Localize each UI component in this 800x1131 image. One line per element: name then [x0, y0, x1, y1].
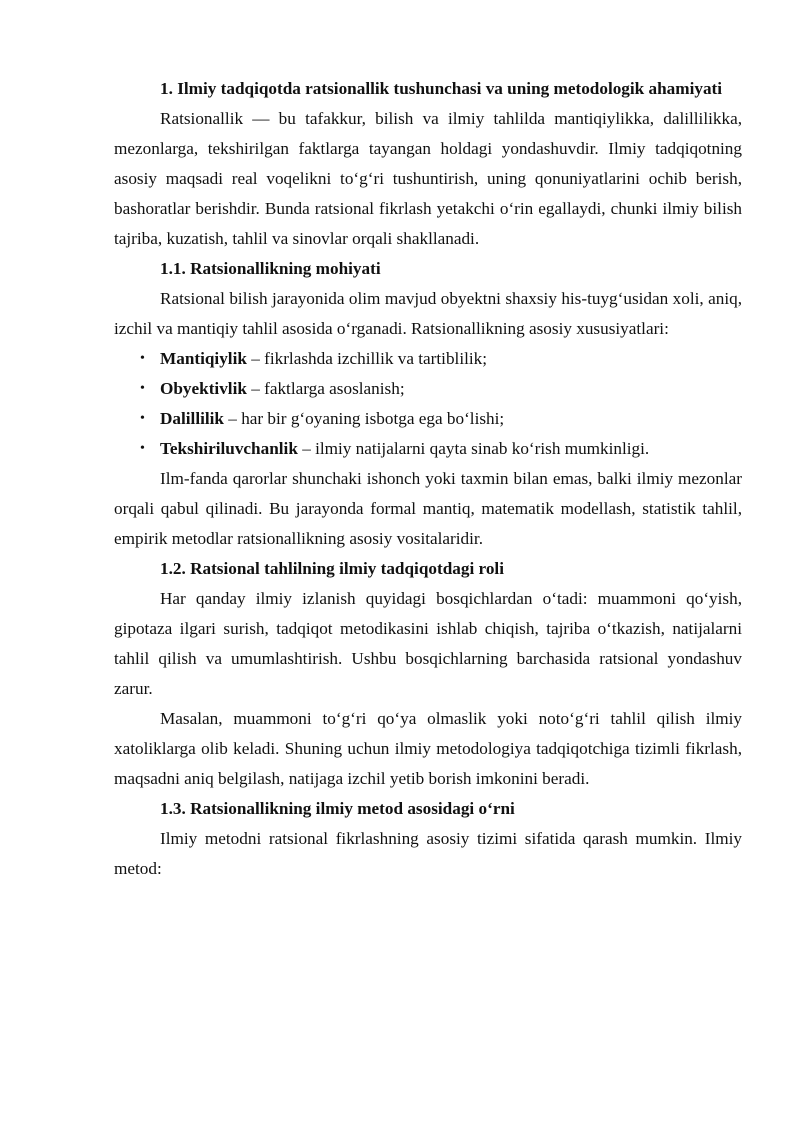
list-item-desc: – faktlarga asoslanish;	[246, 379, 405, 398]
list-item	[114, 344, 742, 374]
section-heading-1-1: 1.1. Ratsionallikning mohiyati	[160, 259, 381, 278]
section-1-3-paragraph: Ilmiy metodni ratsional fikrlashning asosiy tizimi sifatida qarash mumkin. Ilmiy metod:	[114, 829, 742, 878]
list-item	[114, 434, 742, 464]
section-1-1-paragraph: Ratsional bilish jarayonida olim mavjud obyektni shaxsiy his-tuyg‘usidan xoli, aniq, izchil va mantiqiy tahlil asosida o‘rganadi. Ratsionallikning asosiy xususiyatlari:	[114, 289, 742, 338]
list-item-desc: – har bir g‘oyaning isbotga ega bo‘lishi;	[224, 409, 505, 428]
bullet-icon: •	[140, 411, 145, 426]
section-1-2-paragraph-1: Har qanday ilmiy izlanish quyidagi bosqichlardan o‘tadi: muammoni qo‘yish, gipotaza ilgari surish, tadqiqot metodikasini ishlab chiqish, tajriba o‘tkazish, natijalarni tahlil qilish va umumlashtirish. Ushbu bosqichlarning barchasida ratsional yondashuv zarur.	[114, 589, 742, 698]
section-heading-1-2: 1.2. Ratsional tahlilning ilmiy tadqiqotdagi roli	[160, 559, 504, 578]
list-item-desc: – ilmiy natijalarni qayta sinab ko‘rish mumkinligi.	[297, 439, 650, 458]
bullet-icon: •	[140, 381, 145, 396]
list-item-term: Obyektivlik	[160, 379, 247, 398]
bullet-icon: •	[140, 351, 145, 366]
properties-list	[114, 344, 742, 464]
intro-paragraph: Ratsionallik — bu tafakkur, bilish va ilmiy tahlilda mantiqiylikka, dalillilikka, mezonlarga, tekshirilgan faktlarga tayangan holdagi yondashuvdir. Ilmiy tadqiqotning asosiy maqsadi real voqelikni to‘g‘ri tushuntirish, uning qonuniyatlarini ochib berish, bashoratlar berishdir. Bunda ratsional fikrlash yetakchi o‘rin egallaydi, chunki ilmiy bilish tajriba, kuzatish, tahlil va sinovlar orqali shakllanadi.	[114, 109, 742, 248]
list-item-term: Mantiqiylik	[160, 349, 247, 368]
document-title: 1. Ilmiy tadqiqotda ratsionallik tushunchasi va uning metodologik ahamiyati	[160, 79, 723, 98]
bullet-icon: •	[140, 441, 145, 456]
list-item-term: Tekshiriluvchanlik	[160, 439, 298, 458]
list-item	[114, 374, 742, 404]
list-item-desc: – fikrlashda izchillik va tartiblilik;	[246, 349, 488, 368]
list-item-term: Dalillilik	[160, 409, 224, 428]
section-heading-1-3: 1.3. Ratsionallikning ilmiy metod asosidagi o‘rni	[160, 799, 515, 818]
list-item	[114, 404, 742, 434]
section-1-2-paragraph-2: Masalan, muammoni to‘g‘ri qo‘ya olmaslik yoki noto‘g‘ri tahlil qilish ilmiy xatoliklarga olib keladi. Shuning uchun ilmiy metodologiya tadqiqotchiga tizimli fikrlash, maqsadni aniq belgilash, natijaga izchil yetib borish imkonini beradi.	[114, 709, 742, 788]
section-1-1-conclusion: Ilm-fanda qarorlar shunchaki ishonch yoki taxmin bilan emas, balki ilmiy mezonlar orqali qabul qilinadi. Bu jarayonda formal mantiq, matematik modellash, statistik tahlil, empirik metodlar ratsionallikning asosiy vositalaridir.	[114, 469, 742, 548]
